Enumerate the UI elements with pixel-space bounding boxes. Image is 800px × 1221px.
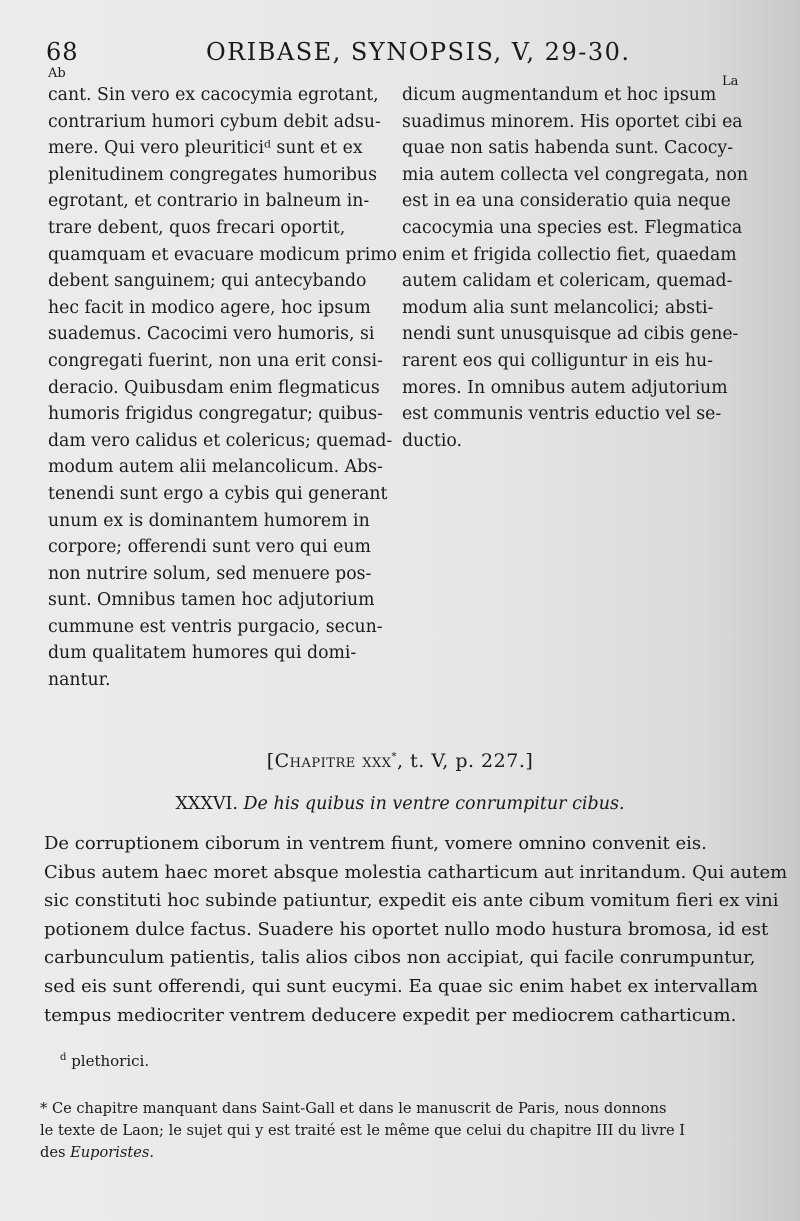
text-line: suademus. Cacocimi vero humoris, si — [48, 324, 375, 345]
text-line: plenitudinem congregates humoribus — [48, 164, 377, 185]
text-line: cant. Sin vero ex cacocymia egrotant, — [48, 85, 379, 105]
text-line: deracio. Quibusdam enim flegmaticus — [48, 377, 380, 398]
text-line: sed eis sunt offerendi, qui sunt eucymi. Ea quae sic enim habet ex intervallam — [44, 975, 758, 997]
text-line: trare debent, quos frecari oportit, — [48, 217, 346, 238]
text-line: modum autem alii melancolicum. Abs- — [48, 457, 383, 478]
text-line: hec facit in modico agere, hoc ipsum — [48, 297, 371, 318]
text-line: dicum augmentandum et hoc ipsum — [402, 85, 717, 105]
text-line: mere. Qui vero pleuriticiᵈ sunt et ex — [48, 138, 363, 159]
body-paragraph — [44, 830, 788, 1030]
section-number: XXXVI. — [175, 794, 238, 814]
chapter-star: * — [391, 751, 398, 763]
text-line: tempus mediocriter ventrem deducere expedit per mediocrem catharticum. — [44, 1004, 737, 1026]
text-line: suadimus minorem. His oportet cibi ea — [402, 111, 743, 132]
text-line: tenendi sunt ergo a cybis qui generant — [48, 483, 388, 504]
footnote-star-mark: * — [40, 1100, 48, 1117]
section-title: De his quibus in ventre conrumpitur cibus. — [243, 794, 625, 814]
text-line: nendi sunt unusquisque ad cibis gene- — [402, 324, 739, 345]
footnote-d — [60, 1052, 149, 1070]
text-line: potionem dulce factus. Suadere his oportet nullo modo hustura bromosa, id est — [44, 918, 769, 940]
text-line: sic constituti hoc subinde patiuntur, expedit eis ante cibum vomitum fieri ex vini — [44, 890, 779, 912]
chapter-label: Chapitre — [274, 750, 356, 772]
text-line: De corruptionem ciborum in ventrem fiunt, vomere omnino convenit eis. — [44, 833, 707, 854]
text-line: carbunculum patientis, talis alios cibos non accipiat, qui facile conrumpuntur, — [44, 947, 756, 969]
section-heading — [0, 794, 800, 814]
footnote-star-line3-italic: Euporistes. — [70, 1144, 155, 1161]
text-line: cacocymia una species est. Flegmatica — [402, 217, 743, 238]
page-number: 68 — [46, 38, 79, 66]
text-line: ductio. — [402, 430, 462, 451]
right-column — [402, 82, 749, 454]
chapter-open-bracket: [ — [266, 750, 275, 772]
text-line: dum qualitatem humores qui domi- — [48, 643, 357, 664]
text-line: quae non satis habenda sunt. Cacocy- — [402, 138, 734, 159]
chapter-ref-rest: , t. V, p. 227.] — [397, 750, 534, 772]
text-line: modum alia sunt melancolici; absti- — [402, 297, 714, 318]
text-line: quamquam et evacuare modicum primo — [48, 244, 398, 265]
left-column — [48, 82, 398, 694]
text-line: est in ea una consideratio quia neque — [402, 191, 731, 212]
footnote-d-text: plethorici. — [71, 1052, 150, 1070]
running-title: ORIBASE, SYNOPSIS, V, 29-30. — [206, 38, 631, 66]
text-line: Cibus autem haec moret absque molestia catharticum aut inritandum. Qui autem — [44, 861, 788, 883]
text-line: egrotant, et contrario in balneum in- — [48, 191, 370, 212]
text-line: debent sanguinem; qui antecybando — [48, 271, 367, 292]
margin-note-right: La — [722, 74, 739, 89]
text-line: mores. In omnibus autem adjutorium — [402, 377, 728, 398]
page-header — [46, 38, 746, 74]
text-line: autem calidam et colericam, quemad- — [402, 271, 733, 292]
text-line: est communis ventris eductio vel se- — [402, 404, 722, 425]
footnote-star-line3-prefix: des — [40, 1144, 71, 1161]
text-line: cummune est ventris purgacio, secun- — [48, 616, 383, 637]
margin-note-left: Ab — [48, 66, 66, 81]
text-line: rarent eos qui colliguntur in eis hu- — [402, 350, 714, 371]
footnote-d-mark: d — [60, 1052, 67, 1063]
text-line: unum ex is dominantem humorem in — [48, 510, 370, 531]
text-line: mia autem collecta vel congregata, non — [402, 164, 749, 185]
text-line: enim et frigida collectio fiet, quaedam — [402, 244, 737, 265]
chapter-number: xxx — [362, 750, 392, 772]
footnote-star — [40, 1098, 770, 1164]
text-line: congregati fuerint, non una erit consi- — [48, 350, 383, 371]
text-line: contrarium humori cybum debit adsu- — [48, 111, 381, 132]
chapter-reference — [0, 750, 800, 772]
text-line: sunt. Omnibus tamen hoc adjutorium — [48, 590, 375, 611]
text-line: corpore; offerendi sunt vero qui eum — [48, 537, 371, 558]
footnote-star-line2: le texte de Laon; le sujet qui y est traité est le même que celui du chapitre III du livre I — [40, 1122, 686, 1139]
text-line: non nutrire solum, sed menuere pos- — [48, 563, 372, 584]
text-line: humoris frigidus congregatur; quibus- — [48, 404, 383, 425]
text-line: dam vero calidus et colericus; quemad- — [48, 430, 393, 451]
text-line: nantur. — [48, 670, 111, 691]
footnote-star-line1: Ce chapitre manquant dans Saint-Gall et dans le manuscrit de Paris, nous donnons — [51, 1100, 667, 1117]
